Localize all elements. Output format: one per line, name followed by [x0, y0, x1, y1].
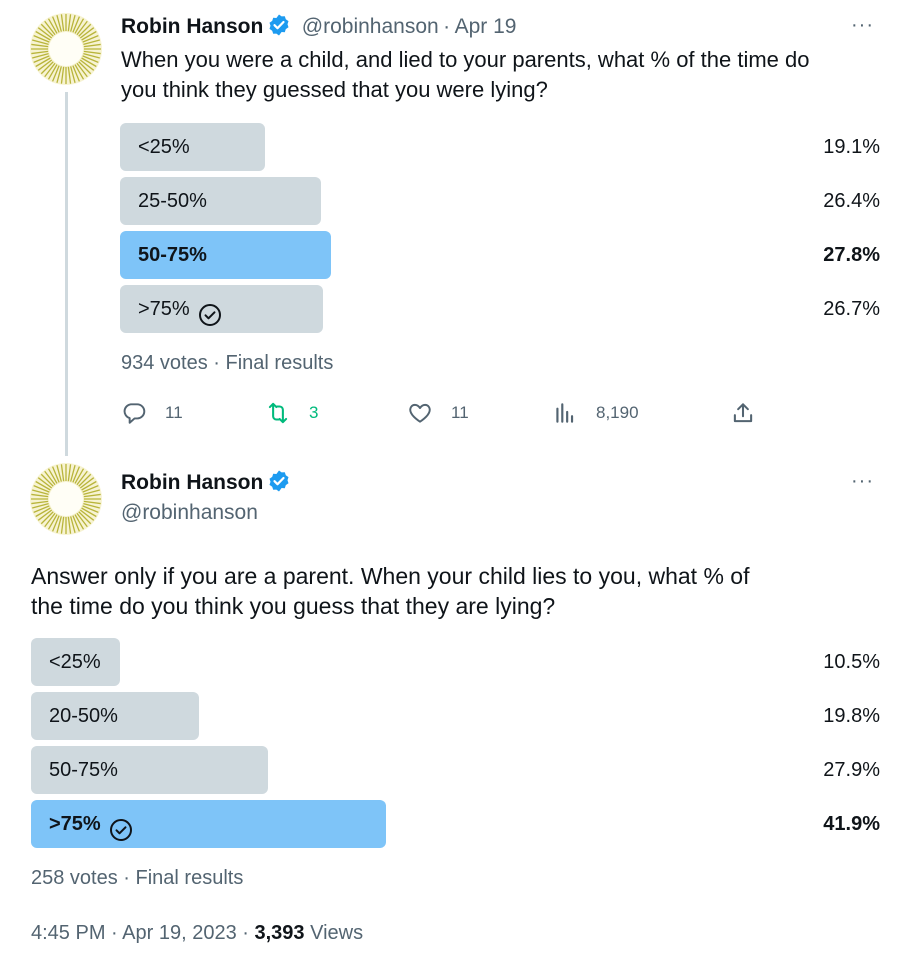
- retweet-icon: [265, 400, 291, 426]
- tweet-text: [121, 45, 810, 105]
- views-label: Views: [310, 922, 364, 944]
- poll: [120, 123, 907, 337]
- poll-option-percent: 27.8%: [823, 244, 880, 266]
- retweet-count: 3: [309, 403, 319, 422]
- poll-option: [49, 692, 118, 740]
- vote-count: 934 votes: [121, 352, 208, 374]
- poll-option-label: >75%: [49, 813, 101, 835]
- more-icon[interactable]: ···: [851, 14, 874, 36]
- retweet-button[interactable]: [265, 400, 318, 426]
- share-button[interactable]: [730, 400, 756, 426]
- more-icon[interactable]: ···: [851, 470, 874, 492]
- like-button[interactable]: [407, 400, 469, 426]
- poll-option-percent: 27.9%: [823, 759, 880, 781]
- author-name[interactable]: Robin Hanson: [121, 471, 264, 494]
- poll-option-percent: 26.4%: [823, 190, 880, 212]
- verified-badge-icon: [267, 13, 291, 37]
- author-handle[interactable]: @robinhanson: [121, 501, 258, 524]
- poll-option: [138, 177, 207, 225]
- poll-option: [49, 638, 101, 686]
- tweet-text-line: you think they guessed that you were lying?: [121, 77, 548, 102]
- views-count: 8,190: [596, 403, 639, 422]
- views-button[interactable]: [552, 400, 639, 426]
- poll-option-percent: 19.8%: [823, 705, 880, 727]
- poll: [31, 638, 907, 852]
- tweet-full-date[interactable]: Apr 19, 2023: [122, 922, 237, 944]
- separator: ·: [443, 15, 451, 38]
- tweet-text-line: Answer only if you are a parent. When your child lies to you, what % of: [31, 563, 750, 589]
- like-count: 11: [451, 403, 469, 422]
- poll-option-label: >75%: [138, 298, 190, 320]
- poll-option-label: <25%: [49, 651, 101, 673]
- avatar[interactable]: [30, 463, 102, 535]
- poll-option-label: 50-75%: [49, 759, 118, 781]
- poll-option: [49, 800, 133, 848]
- check-circle-icon: [109, 812, 133, 836]
- verified-badge-icon: [267, 469, 291, 493]
- share-icon: [730, 400, 756, 426]
- check-circle-icon: [198, 297, 222, 321]
- thread-line: [65, 92, 68, 456]
- tweet-date[interactable]: Apr 19: [454, 15, 517, 38]
- poll-option-label: <25%: [138, 136, 190, 158]
- tweet-text-line: When you were a child, and lied to your parents, what % of the time do: [121, 47, 810, 72]
- author-handle[interactable]: @robinhanson: [301, 15, 439, 38]
- poll-option: [138, 123, 190, 171]
- reply-icon: [121, 400, 147, 426]
- tweet-text-line: the time do you think you guess that they are lying?: [31, 593, 556, 619]
- like-icon: [407, 400, 433, 426]
- vote-count: 258 votes: [31, 867, 118, 889]
- tweet-header: [121, 468, 291, 498]
- reply-button[interactable]: [121, 400, 183, 426]
- avatar[interactable]: [30, 13, 102, 85]
- poll-option-label: 50-75%: [138, 244, 207, 266]
- poll-option: [49, 746, 118, 794]
- poll-option-label: 25-50%: [138, 190, 207, 212]
- views-total: 3,393: [254, 922, 305, 944]
- tweet-footer: 4:45 PM · Apr 19, 2023 · 3,393 Views: [31, 922, 364, 944]
- reply-count: 11: [165, 403, 183, 422]
- tweet-header: [121, 12, 516, 42]
- tweet-text: [31, 561, 749, 621]
- poll-option-percent: 26.7%: [823, 298, 880, 320]
- poll-meta: 258 votes · Final results: [31, 867, 244, 889]
- views-icon: [552, 400, 578, 426]
- poll-option: [138, 285, 222, 333]
- poll-status: Final results: [225, 352, 334, 374]
- tweet-time[interactable]: 4:45 PM: [31, 922, 106, 944]
- poll-option-percent: 19.1%: [823, 136, 880, 158]
- poll-option-label: 20-50%: [49, 705, 118, 727]
- author-name[interactable]: Robin Hanson: [121, 15, 264, 38]
- poll-status: Final results: [135, 867, 244, 889]
- poll-option-percent: 10.5%: [823, 651, 880, 673]
- poll-meta: 934 votes · Final results: [121, 352, 334, 374]
- poll-option-percent: 41.9%: [823, 813, 880, 835]
- poll-option: [138, 231, 207, 279]
